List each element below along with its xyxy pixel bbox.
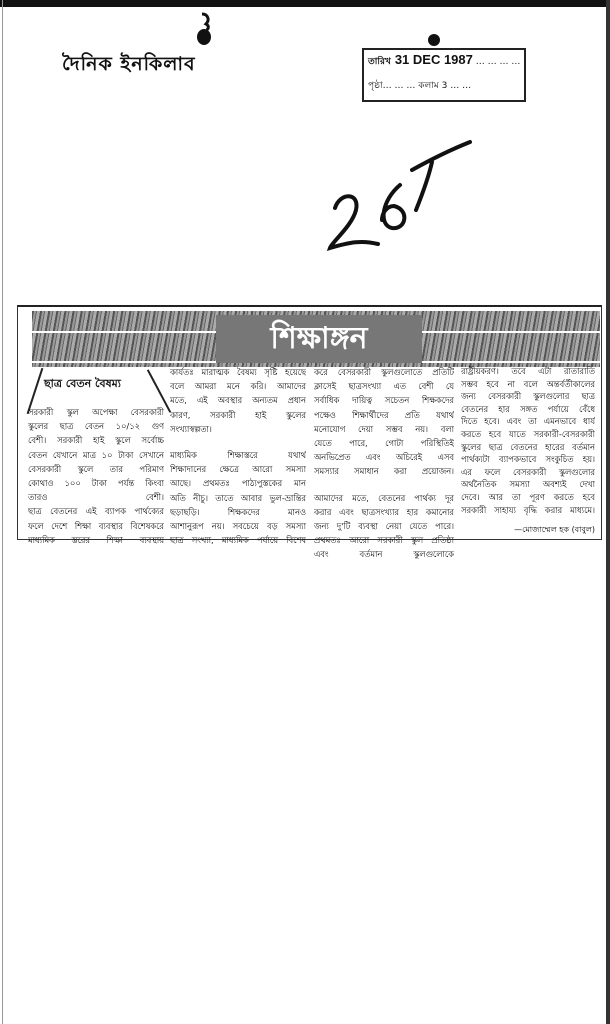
text-line: ক্লাসেই ছাত্রসংখ্যা এত বেশী যে <box>314 381 454 392</box>
text-line: সমস্যার সমাধান করা প্রয়োজন। <box>314 466 454 477</box>
text-line: জন্য বেসরকারী স্কুলগুলোর ছাত্র <box>461 391 595 402</box>
text-line: ফলে দেশে শিক্ষা ব্যবস্থার বিশেষকরে <box>28 520 164 531</box>
text-line: ছড়াছড়ি। শিক্ষকদের মানও <box>170 506 306 517</box>
text-line: বেশী। সরকারী হাই স্কুলে সর্বোচ্চ <box>28 435 164 446</box>
newspaper-masthead: দৈনিক ইনকিলাব <box>62 53 196 75</box>
text-line: আশানুরূপ নয়। সবচেয়ে বড় সমস্যা <box>170 521 306 532</box>
text-line: সরকারী সাহায্য বৃদ্ধি করার মাধ্যমে। <box>461 504 595 515</box>
text-line: আছে। প্রথমতঃ পাঠ্যপুস্তকের মান <box>170 478 306 489</box>
scan-top-border <box>0 0 610 7</box>
scan-right-edge <box>606 0 610 1024</box>
article-column-2 <box>170 365 306 547</box>
text-line: মাধ্যমিক স্তরের শিক্ষা ব্যবস্থায় <box>28 534 164 545</box>
text-line: পার্থক্যটা ব্যাপকভাবে সংকুচিত হয়। <box>461 454 595 465</box>
section-title: শিক্ষাঙ্গন <box>216 315 422 363</box>
punch-hole <box>428 34 440 46</box>
text-line: কার্যতঃ মারাত্মক বৈষম্য সৃষ্টি হয়েছে <box>170 367 306 377</box>
stamp-date: 31 DEC 1987 <box>394 52 473 67</box>
article-column-3 <box>314 365 454 562</box>
text-line: কোথাও ১০০ টাকা পর্যন্ত কিংবা <box>28 478 164 489</box>
text-line: ছাত্র বেতনের এই ব্যাপক পার্থক্যের <box>28 506 164 517</box>
text-line: জন্য দু'টি ব্যবস্থা নেয়া যেতে পারে। <box>314 521 454 532</box>
text-line: দিতে হবে। এবং তা এমনভাবে ধার্য <box>461 416 595 427</box>
text-line: স্কুলের ছাত্র বেতনের হারের বর্তমান <box>461 441 595 452</box>
handwritten-number-text: 267 <box>320 130 322 131</box>
text-line: কারণ, সরকারী হাই স্কুলের <box>170 409 306 420</box>
text-line: তারও বেশী। <box>28 492 164 503</box>
text-line: আমাদের মতে, বেতনের পার্থক্য দূর <box>314 492 454 503</box>
date-label: তারিখ <box>368 57 391 67</box>
text-line: বলে আমরা মনে করি। আমাদের <box>170 381 306 392</box>
section-banner <box>32 311 600 367</box>
text-line: অর্থনৈতিক সমস্যা অবশ্যই দেখা <box>461 479 595 490</box>
text-line: করার এবং ছাত্রসংখ্যার হার কমানোর <box>314 506 454 517</box>
article-column-4 <box>461 365 595 516</box>
stamp-dots: … … … … <box>475 57 521 67</box>
text-line: করতে হবে যাতে সরকারী-বেসরকারী <box>461 428 595 439</box>
text-line: দেবে। আর তা পূরণ করতে হবে <box>461 491 595 502</box>
text-line: অতি নীচু। তাতে আবার ভুল-ভ্রান্তির <box>170 492 306 503</box>
text-line: যেতে পারে, গোটা পরিস্থিতিই <box>314 438 454 449</box>
text-line: সংখ্যাস্বল্পতা। <box>170 423 212 434</box>
column-label: কলাম 3 <box>418 81 448 91</box>
byline: —মোজাম্মেল হক (বাবুল) <box>514 525 595 534</box>
text-line: রাষ্ট্রীয়করণ। তবে এটা রাতারাতি <box>461 366 595 376</box>
text-line: প্রথমতঃ আরো সরকারী স্কুল প্রতিষ্ঠা <box>314 535 454 546</box>
text-line: বেতনের হার সঙ্গত পর্যায়ে বেঁধে <box>461 403 595 414</box>
text-line: বেসরকারী স্কুলে তার পরিমাণ <box>28 463 164 474</box>
headline: ছাত্র বেতন বৈষম্য <box>44 377 121 390</box>
text-line: এর ফলে বেসরকারী স্কুলগুলোর <box>461 466 595 477</box>
text-line: মাধ্যমিক শিক্ষাস্তরে যথার্থ <box>170 450 306 461</box>
text-line: সরকারী স্কুল অপেক্ষা বেসরকারী <box>28 407 164 417</box>
text-line: শিক্ষাদানের ক্ষেত্রে আরো সমস্যা <box>170 464 306 475</box>
text-line: বেতন যেখানে মাত্র ১০ টাকা সেখানে <box>28 449 164 460</box>
text-line: মনোযোগ দেয়া সম্ভব নয়। বলা <box>314 423 454 434</box>
newspaper-logo-icon <box>194 12 214 46</box>
text-line <box>314 479 454 491</box>
text-line: অনভিপ্রেত এবং অচিরেই এসব <box>314 452 454 463</box>
text-line <box>170 436 306 448</box>
text-line: এবং বর্তমান স্কুলগুলোকে <box>314 549 454 560</box>
text-line: স্কুলের ছাত্র বেতন ১০/১২ গুণ <box>28 421 164 432</box>
news-article <box>17 305 602 560</box>
date-stamp: তারিখ 31 DEC 1987 … … … … পৃষ্ঠা… … … কলাম 3 … … <box>362 48 526 102</box>
article-column-1 <box>28 405 164 547</box>
page-label: পৃষ্ঠা <box>368 81 383 91</box>
text-line: মতে, এই অবস্থার অন্যতম প্রধান <box>170 395 306 406</box>
text-line: ছাত্র সংখ্যা, মাধ্যমিক পর্যায়ে বিশেষ <box>170 535 306 546</box>
text-line: সম্ভব হবে না বলে অন্তর্বর্তীকালের <box>461 378 595 389</box>
handwritten-number <box>320 130 480 260</box>
text-line: সর্বাধিক দায়িত্ব সচেতন শিক্ষকদের <box>314 395 454 406</box>
scan-left-edge <box>2 0 3 1024</box>
text-line: পক্ষেও শিক্ষার্থীদের প্রতি যথার্থ <box>314 409 454 420</box>
text-line: করে বেসরকারী স্কুলগুলোতে প্রতিটি <box>314 367 454 377</box>
